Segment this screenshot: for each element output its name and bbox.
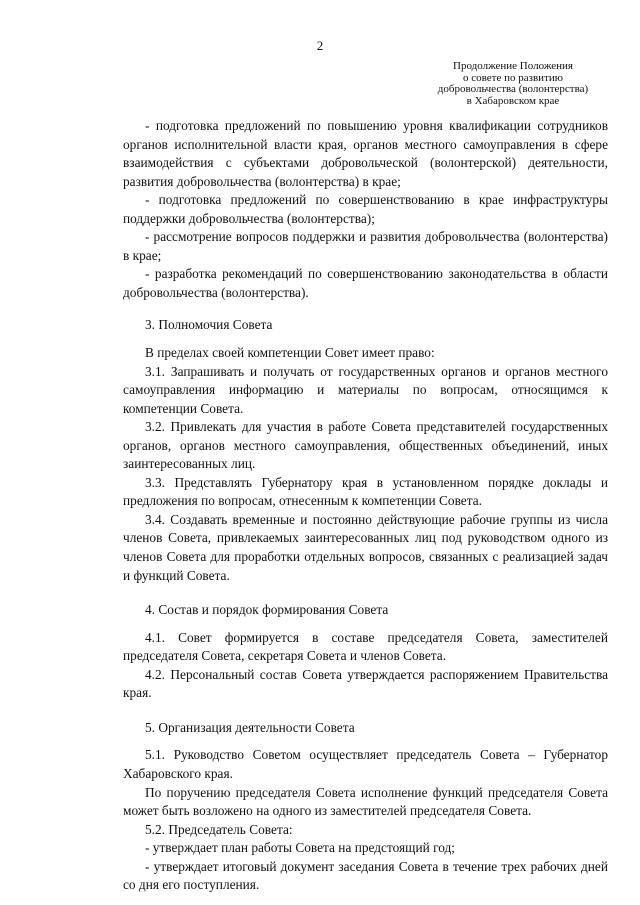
header-note-line: в Хабаровском крае [466,94,560,107]
list-item: - подготовка предложений по повышению уровня квалификации сотрудников органов исполнительной власти края, органов местного самоуправления в сфере взаимодействия с субъектами добровольческой (волонтерской) деятельности, развития добровольчества (волонтерства) в крае; [123,118,608,189]
list-item: - разработка рекомендаций по совершенствованию законодательства в области добровольчества (волонтерства). [123,266,608,300]
paragraph: 5.1. Руководство Советом осуществляет председатель Совета – Губернатор Хабаровского края. [123,747,608,781]
document-body [123,117,608,895]
paragraph: 3.2. Привлекать для участия в работе Совета представителей государственных органов, органов местного самоуправления, общественных объединений, иных заинтересованных лиц. [123,419,608,472]
header-note-line: добровольчества (волонтерства) [437,83,589,96]
paragraph: 5.2. Председатель Совета: [145,821,293,837]
header-note-line: Продолжение Положения [453,60,573,72]
section-composition [123,601,608,703]
section-powers [123,316,608,585]
page-number: 2 [316,38,324,53]
paragraph: - утверждает план работы Совета на предстоящий год; [145,840,456,856]
paragraph: 4.1. Совет формируется в составе председателя Совета, заместителей председателя Совета, секретаря Совета и членов Совета. [123,629,608,664]
document-continuation-note [410,61,616,107]
section-organization [123,719,608,895]
list-item: - рассмотрение вопросов поддержки и развития добровольчества (волонтерства) в крае; [123,229,608,263]
paragraph: 3.3. Представлять Губернатору края в установленном порядке доклады и предложения по вопросам, отнесенным к компетенции Совета. [123,474,608,509]
header-note-line: о совете по развитию [463,71,563,84]
intro-list [123,117,608,302]
paragraph: - утверждает итоговый документ заседания Совета в течение трех рабочих дней со дня его поступления. [123,858,608,893]
paragraph: 4.2. Персональный состав Совета утверждается распоряжением Правительства края. [123,666,608,701]
section-heading: 5. Организация деятельности Совета [145,719,355,735]
list-item: - подготовка предложений по совершенствованию в крае инфраструктуры поддержки добровольчества (волонтерства); [123,192,608,226]
paragraph: По поручению председателя Совета исполнение функций председателя Совета может быть возложено на одного из заместителей председателя Совета. [123,784,608,819]
section-heading: 3. Полномочия Совета [145,317,273,333]
section-heading: 4. Состав и порядок формирования Совета [145,602,389,618]
paragraph: 3.1. Запрашивать и получать от государственных органов и органов местного самоуправления информацию и материалы по вопросам, относящимся к компетенции Совета. [123,363,608,416]
paragraph: В пределах своей компетенции Совет имеет право: [145,345,435,361]
paragraph: 3.4. Создавать временные и постоянно действующие рабочие группы из числа членов Совета, привлекаемых заинтересованных лиц под руководством одного из членов Совета для проработки отдельных вопросов, связанных с реализацией задач и функций Совета. [123,511,608,583]
